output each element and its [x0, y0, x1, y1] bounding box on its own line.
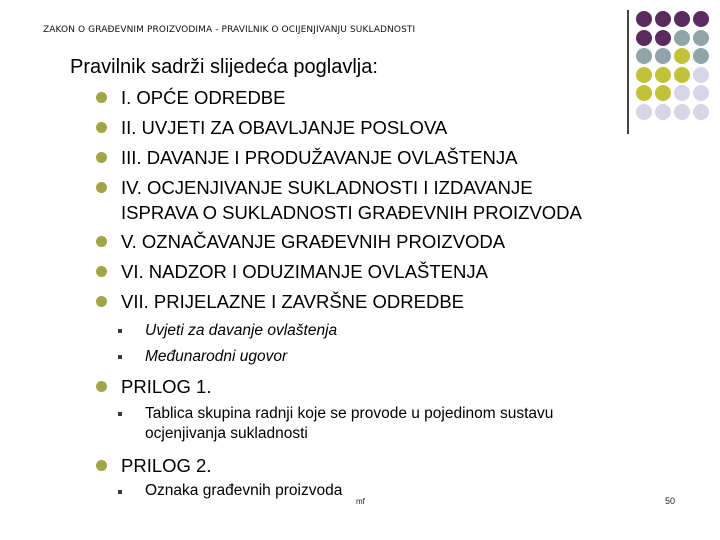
- annex-2-subitem: Oznaka građevnih proizvoda: [145, 482, 343, 499]
- vertical-divider: [627, 10, 629, 134]
- decorative-dot: [693, 104, 709, 120]
- decorative-dot: [655, 48, 671, 64]
- decorative-dot: [674, 104, 690, 120]
- bullet-icon: [96, 236, 107, 247]
- decorative-dot: [693, 85, 709, 101]
- sub-item: Uvjeti za davanje ovlaštenja: [145, 322, 338, 339]
- decorative-dot: [655, 30, 671, 46]
- decorative-dot: [674, 30, 690, 46]
- bullet-icon: [96, 381, 107, 392]
- square-bullet-icon: [118, 412, 122, 416]
- decorative-dot: [693, 48, 709, 64]
- bullet-icon: [96, 92, 107, 103]
- chapter-item: VII. PRIJELAZNE I ZAVRŠNE ODREDBE: [121, 291, 465, 312]
- bullet-icon: [96, 296, 107, 307]
- chapter-item: VI. NADZOR I ODUZIMANJE OVLAŠTENJA: [121, 261, 488, 282]
- decorative-dot: [674, 11, 690, 27]
- sub-item: Međunarodni ugovor: [145, 348, 288, 365]
- bullet-icon: [96, 152, 107, 163]
- annex-1-subitem: Tablica skupina radnji koje se provode u pojedinom sustavu: [145, 405, 554, 422]
- decorative-dot: [636, 11, 652, 27]
- intro-heading: Pravilnik sadrži slijedeća poglavlja:: [70, 56, 378, 78]
- chapter-item: IV. OCJENJIVANJE SUKLADNOSTI I IZDAVANJE: [121, 177, 533, 198]
- square-bullet-icon: [118, 355, 122, 359]
- annex-1-title: PRILOG 1.: [121, 376, 212, 397]
- annex-2-title: PRILOG 2.: [121, 455, 212, 476]
- bullet-icon: [96, 266, 107, 277]
- decorative-dot: [636, 48, 652, 64]
- square-bullet-icon: [118, 490, 122, 494]
- bullet-icon: [96, 122, 107, 133]
- decorative-dot: [655, 104, 671, 120]
- decorative-dot-grid: [636, 11, 720, 123]
- decorative-dot: [655, 67, 671, 83]
- bullet-icon: [96, 460, 107, 471]
- decorative-dot: [674, 67, 690, 83]
- chapter-item-continuation: ISPRAVA O SUKLADNOSTI GRAĐEVNIH PROIZVODA: [121, 202, 582, 223]
- decorative-dot: [674, 85, 690, 101]
- decorative-dot: [693, 67, 709, 83]
- decorative-dot: [655, 85, 671, 101]
- chapter-item: III. DAVANJE I PRODUŽAVANJE OVLAŠTENJA: [121, 147, 518, 168]
- footer-initials: mf: [356, 497, 365, 506]
- decorative-dot: [655, 11, 671, 27]
- decorative-dot: [636, 67, 652, 83]
- page-number: 50: [665, 496, 676, 506]
- bullet-icon: [96, 182, 107, 193]
- decorative-dot: [636, 104, 652, 120]
- decorative-dot: [693, 11, 709, 27]
- slide-header: ZAKON O GRAĐEVNIM PROIZVODIMA - PRAVILNIK O OCIJENJIVANJU SUKLADNOSTI: [43, 25, 416, 35]
- decorative-dot: [693, 30, 709, 46]
- decorative-dot: [674, 48, 690, 64]
- square-bullet-icon: [118, 329, 122, 333]
- chapter-item: II. UVJETI ZA OBAVLJANJE POSLOVA: [121, 117, 448, 138]
- chapter-item: I. OPĆE ODREDBE: [121, 87, 286, 108]
- annex-1-subitem-continuation: ocjenjivanja sukladnosti: [145, 425, 308, 442]
- decorative-dot: [636, 85, 652, 101]
- chapter-item: V. OZNAČAVANJE GRAĐEVNIH PROIZVODA: [121, 231, 506, 252]
- decorative-dot: [636, 30, 652, 46]
